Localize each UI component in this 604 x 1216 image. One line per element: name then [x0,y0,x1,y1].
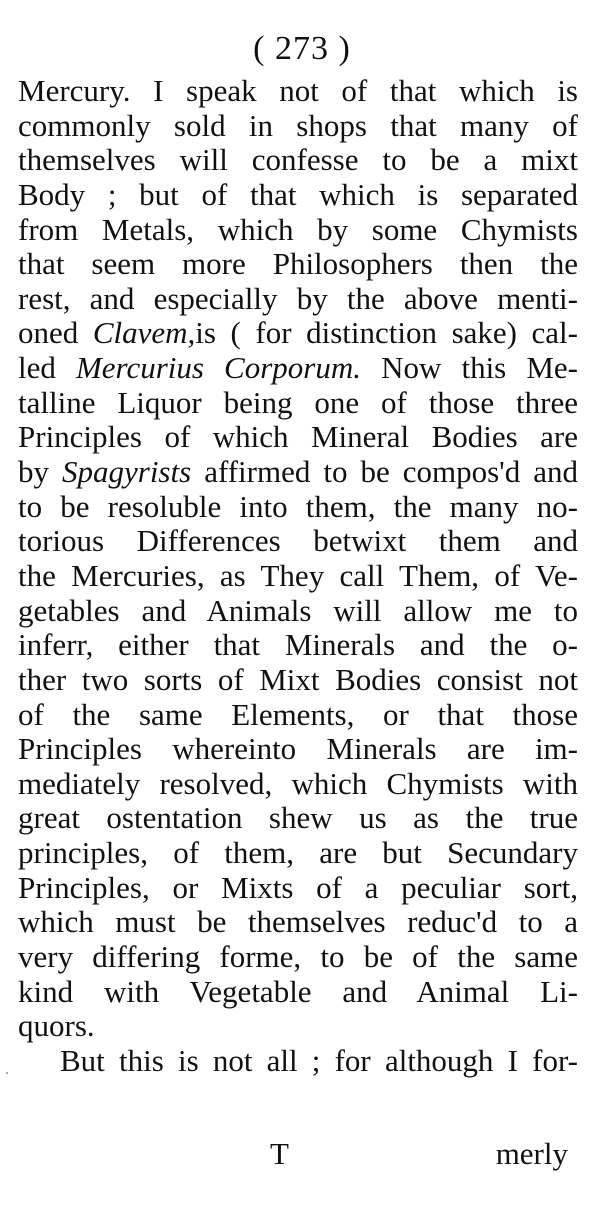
text-line-paragraph-start: But this is not all ; for although I for- [60,1042,578,1078]
italic-term: Spagyrists [62,454,192,490]
line-lead: oned [18,315,79,351]
paper-speck [6,1072,8,1074]
text-line: Body ; but of that which is separated [18,176,578,212]
line-tail: Now this Me- [381,350,578,386]
line-tail: affirmed to be compos'd and [204,454,578,490]
text-line: Mercury. I speak not of that which is [18,73,578,108]
text-line: great ostentation shew us as the true [18,800,578,836]
text-line: very differing forme, to be of the same [18,939,578,975]
text-line: that seem more Philosophers then the [18,246,578,282]
line-lead: by [18,454,49,490]
text-line: ther two sorts of Mixt Bodies consist not [18,661,578,697]
text-line: Principles whereinto Minerals are im- [18,731,578,767]
line-lead: led [18,350,56,386]
text-line: kind with Vegetable and Animal Li- [18,973,578,1009]
line-tail: is ( for distinction sake) cal- [195,315,578,351]
italic-term: Mercurius Corporum. [75,350,361,386]
catchword: merly [495,1136,568,1171]
body-text [18,74,578,1079]
text-line: which must be themselves reduc'd to a [18,904,578,940]
text-line: the Mercuries, as They call Them, of Ve- [18,557,578,593]
text-line: Principles of which Mineral Bodies are [18,419,578,455]
text-line: torious Differences betwixt them and [18,523,578,559]
text-line: mediately resolved, which Chymists with [18,765,578,801]
text-line: of the same Elements, or that those [18,696,578,732]
text-line: getables and Animals will allow me to [18,592,578,628]
text-line: to be resoluble into them, the many no- [18,488,578,524]
text-line: principles, of them, are but Secundary [18,835,578,871]
page-footer [0,1136,604,1176]
italic-term: Clavem, [92,315,196,351]
text-line: from Metals, which by some Chymists [18,211,578,247]
text-line: talline Liquor being one of those three [18,384,578,420]
text-line-paragraph-end: quors. [18,1008,95,1044]
text-line-mixed [18,316,578,351]
text-line: inferr, either that Minerals and the o- [18,627,578,663]
text-line-mixed [18,455,578,490]
page-number: ( 273 ) [253,30,351,67]
text-line: Principles, or Mixts of a peculiar sort, [18,869,578,905]
text-line: commonly sold in shops that many of [18,107,578,143]
text-line-mixed [18,351,578,386]
text-line: rest, and especially by the above menti- [18,280,578,316]
signature-mark: T [270,1136,289,1171]
text-line: themselves will confesse to be a mixt [18,142,578,178]
